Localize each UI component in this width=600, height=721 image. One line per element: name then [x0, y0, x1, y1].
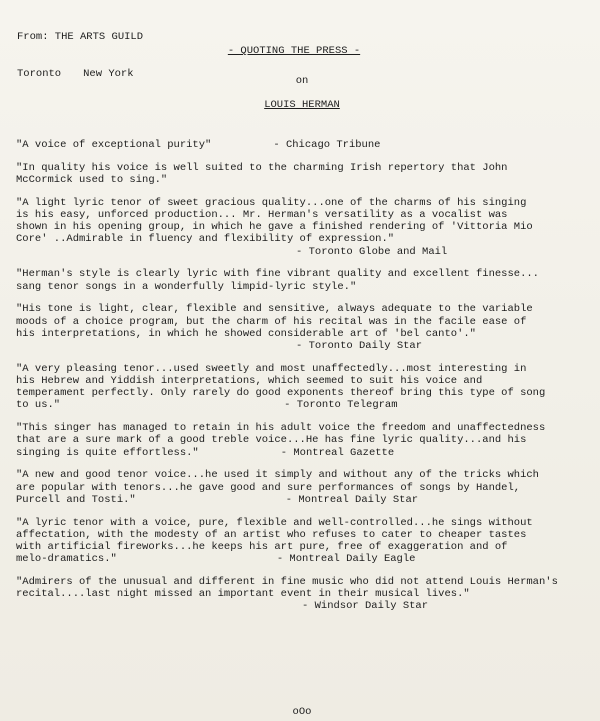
quote-line: "A very pleasing tenor...used sweetly and most unaffectedly...most interesting in — [16, 362, 527, 375]
quote-line: "A new and good tenor voice...he used it simply and without any of the tricks which — [16, 469, 539, 482]
quote-line-with-source — [16, 447, 590, 459]
press-quote — [16, 303, 590, 352]
quote-source: - Montreal Daily Eagle — [276, 553, 416, 566]
quote-line: that are a sure mark of a good treble voice...He has fine lyric quality...and his — [16, 434, 527, 447]
quote-line: affectation, with the modesty of an artist who refuses to cater to cheaper tastes — [16, 528, 527, 541]
end-mark: oOo — [292, 706, 312, 718]
quote-line: "Herman's style is clearly lyric with fine vibrant quality and excellent finesse... — [16, 268, 539, 281]
quote-source: - Chicago Tribune — [273, 139, 381, 151]
press-quote — [16, 139, 590, 151]
quote-line: his interpretations, in which he showed considerable art of 'bel canto'." — [16, 327, 476, 340]
quote-source: - Toronto Telegram — [284, 399, 398, 412]
quote-source: - Montreal Gazette — [280, 446, 395, 459]
quote-source: - Windsor Daily Star — [302, 600, 429, 613]
quote-line: sang tenor songs in a wonderfully limpid-lyric style." — [16, 280, 357, 293]
page-title — [0, 45, 594, 57]
quote-text: "A voice of exceptional purity" — [16, 139, 212, 151]
press-quote — [16, 517, 590, 566]
subject-name — [2, 99, 600, 111]
quote-line: his Hebrew and Yiddish interpretations, which seemed to suit his voice and — [16, 375, 483, 388]
quote-line: singing is quite effortless." — [16, 446, 199, 459]
quote-line: with artificial fireworks...he keeps his art pure, free of exaggeration and of — [16, 541, 508, 554]
quote-line-with-source — [16, 399, 590, 411]
press-quotes — [16, 139, 590, 623]
sender-city-toronto: Toronto — [17, 68, 62, 81]
press-quote — [16, 422, 590, 459]
press-quote — [16, 469, 590, 506]
quote-line: is his easy, unforced production... Mr. Herman's versatility as a vocalist was — [16, 209, 508, 221]
quote-line: "In quality his voice is well suited to the charming Irish repertory that John — [16, 161, 508, 174]
quote-line: moods of a choice program, but the charm of his recital was in the facile ease of — [16, 315, 527, 328]
press-quote — [16, 268, 590, 292]
quote-source: - Toronto Globe and Mail — [296, 245, 448, 258]
quote-line-with-source — [16, 553, 590, 565]
press-quote — [16, 363, 590, 412]
sender-city-new-york: New York — [83, 68, 134, 81]
quote-line: to us." — [16, 399, 61, 412]
sender-from-line: From: THE ARTS GUILD — [17, 31, 144, 44]
quote-line: "A lyric tenor with a voice, pure, flexible and well-controlled...he sings without — [16, 516, 533, 529]
quote-source: - Toronto Daily Star — [296, 340, 423, 353]
quote-line: Core' ..Admirable in fluency and flexibility of expression." — [16, 233, 395, 246]
page-title-text: - QUOTING THE PRESS - — [227, 45, 361, 57]
press-quote — [16, 576, 590, 613]
quote-line: McCormick used to sing." — [16, 174, 168, 186]
press-quote — [16, 197, 590, 258]
quote-line: melo-dramatics." — [16, 553, 117, 566]
quote-line: temperament perfectly. Only rarely do good exponents thereof bring this type of song — [16, 387, 546, 400]
quote-source: - Montreal Daily Star — [285, 493, 419, 506]
press-quote — [16, 162, 590, 186]
quote-line: "Admirers of the unusual and different in fine music who did not attend Louis Herman's — [16, 576, 558, 589]
subject-name-text: LOUIS HERMAN — [264, 99, 340, 111]
quote-line: "This singer has managed to retain in his adult voice the freedom and unaffectedness — [16, 422, 546, 435]
heading-on: on — [295, 75, 309, 87]
quote-line-with-source — [16, 494, 590, 506]
quote-line: shown in his opening group, in which he gave a finished rendering of 'Vittoria Mio — [16, 221, 533, 234]
quote-line: recital....last night missed an important event in their musical lives." — [16, 588, 470, 601]
quote-line: Purcell and Tosti." — [16, 493, 136, 506]
quote-line: "His tone is light, clear, flexible and sensitive, always adequate to the variable — [16, 303, 533, 316]
quote-line: "A light lyric tenor of sweet gracious quality...one of the charms of his singing — [16, 196, 527, 209]
quote-line: are popular with tenors...he gave good and sure performances of songs by Handel, — [16, 481, 521, 494]
